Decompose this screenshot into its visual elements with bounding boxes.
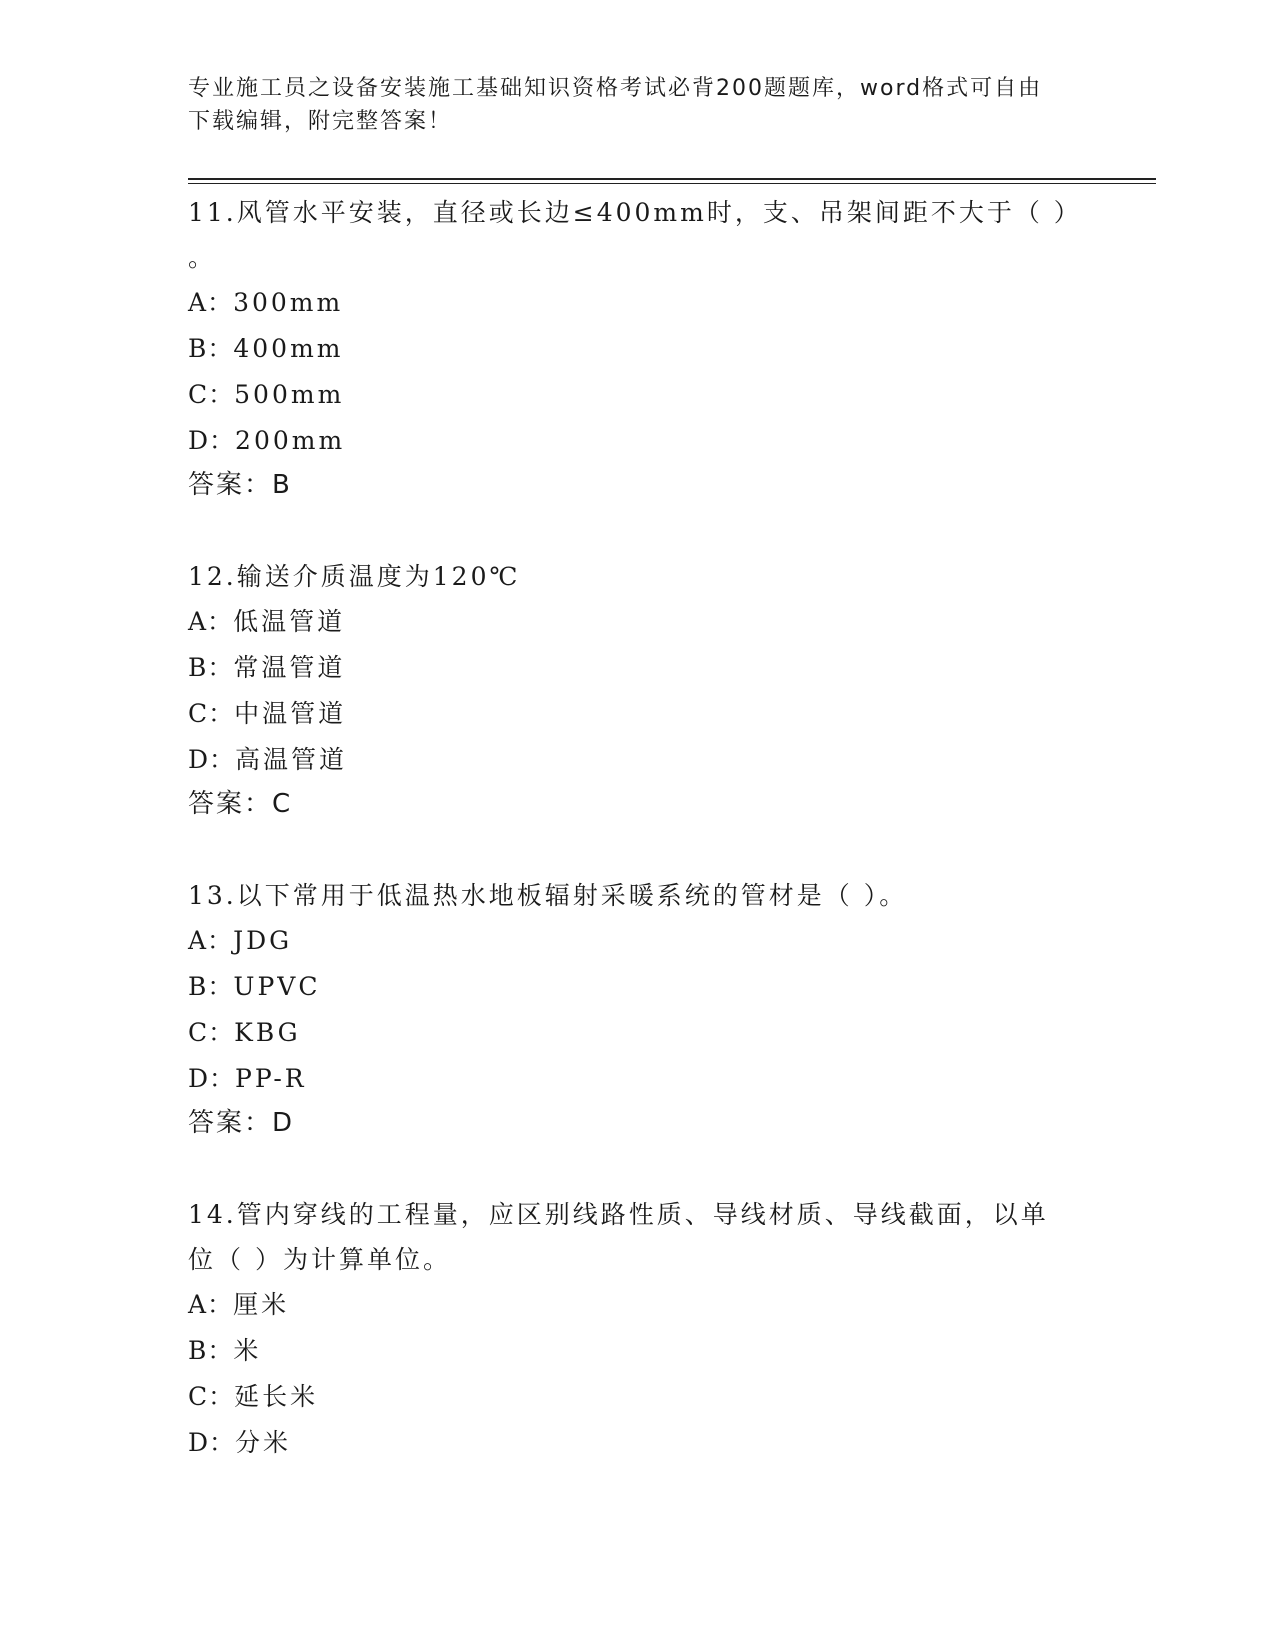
option-d [188, 418, 1088, 464]
option-key: A： [188, 288, 234, 317]
option-value: 分米 [235, 1428, 292, 1457]
option-value: 300mm [233, 288, 344, 317]
option-d [188, 1056, 1088, 1102]
option-value: 200mm [235, 426, 346, 455]
question-13 [188, 873, 1088, 1144]
option-value: 低温管道 [233, 607, 346, 636]
option-value: 米 [233, 1336, 262, 1365]
option-key: B： [188, 334, 234, 363]
question-text-continued: 。 [188, 243, 217, 272]
header-line-2: 下载编辑，附完整答案！ [188, 109, 453, 134]
spacer [188, 506, 1088, 554]
option-key: D： [188, 426, 236, 455]
option-value: 延长米 [234, 1382, 319, 1411]
option-value: 500mm [234, 380, 345, 409]
option-key: B： [188, 653, 234, 682]
option-value: 高温管道 [235, 745, 348, 774]
option-c [188, 1010, 1088, 1056]
spacer [188, 825, 1088, 873]
question-14 [188, 1192, 1088, 1466]
option-a [188, 1282, 1088, 1328]
option-b [188, 964, 1088, 1010]
option-value: JDG [233, 926, 293, 955]
option-c [188, 691, 1088, 737]
option-b [188, 326, 1088, 372]
header-divider-thin [188, 183, 1156, 184]
answer-line: 答案：C [188, 789, 293, 819]
answer-line: 答案：B [188, 470, 292, 500]
option-key: A： [188, 1290, 234, 1319]
option-key: A： [188, 607, 234, 636]
option-b [188, 1328, 1088, 1374]
option-b [188, 645, 1088, 691]
option-d [188, 737, 1088, 783]
option-key: B： [188, 972, 234, 1001]
option-c [188, 1374, 1088, 1420]
option-key: D： [188, 1428, 236, 1457]
answer-line: 答案：D [188, 1108, 295, 1138]
option-value: 常温管道 [233, 653, 346, 682]
option-value: UPVC [233, 972, 321, 1001]
option-key: C： [188, 699, 235, 728]
option-a [188, 599, 1088, 645]
question-text-continued: 位（ ）为计算单位。 [188, 1245, 451, 1274]
option-key: C： [188, 1018, 235, 1047]
document-header [188, 72, 1068, 138]
question-list [188, 190, 1088, 1466]
option-value: 400mm [233, 334, 344, 363]
question-text: 14.管内穿线的工程量，应区别线路性质、导线材质、导线截面，以单 [188, 1200, 1049, 1229]
option-value: PP-R [235, 1064, 307, 1093]
question-11 [188, 190, 1088, 506]
option-value: 中温管道 [234, 699, 347, 728]
option-key: A： [188, 926, 234, 955]
option-c [188, 372, 1088, 418]
question-text: 12.输送介质温度为120℃ [188, 562, 521, 591]
question-12 [188, 554, 1088, 825]
option-key: C： [188, 1382, 235, 1411]
option-key: B： [188, 1336, 234, 1365]
question-text: 13.以下常用于低温热水地板辐射采暖系统的管材是（ ）。 [188, 881, 908, 910]
option-key: C： [188, 380, 235, 409]
spacer [188, 1144, 1088, 1192]
option-value: 厘米 [233, 1290, 290, 1319]
header-divider-thick [188, 178, 1156, 180]
option-value: KBG [234, 1018, 301, 1047]
option-d [188, 1420, 1088, 1466]
option-key: D： [188, 1064, 236, 1093]
option-a [188, 918, 1088, 964]
header-line-1: 专业施工员之设备安装施工基础知识资格考试必背200题题库，word格式可自由 [188, 76, 1043, 101]
option-key: D： [188, 745, 236, 774]
option-a [188, 280, 1088, 326]
question-text: 11.风管水平安装，直径或长边≤400mm时，支、吊架间距不大于（ ） [188, 198, 1082, 227]
